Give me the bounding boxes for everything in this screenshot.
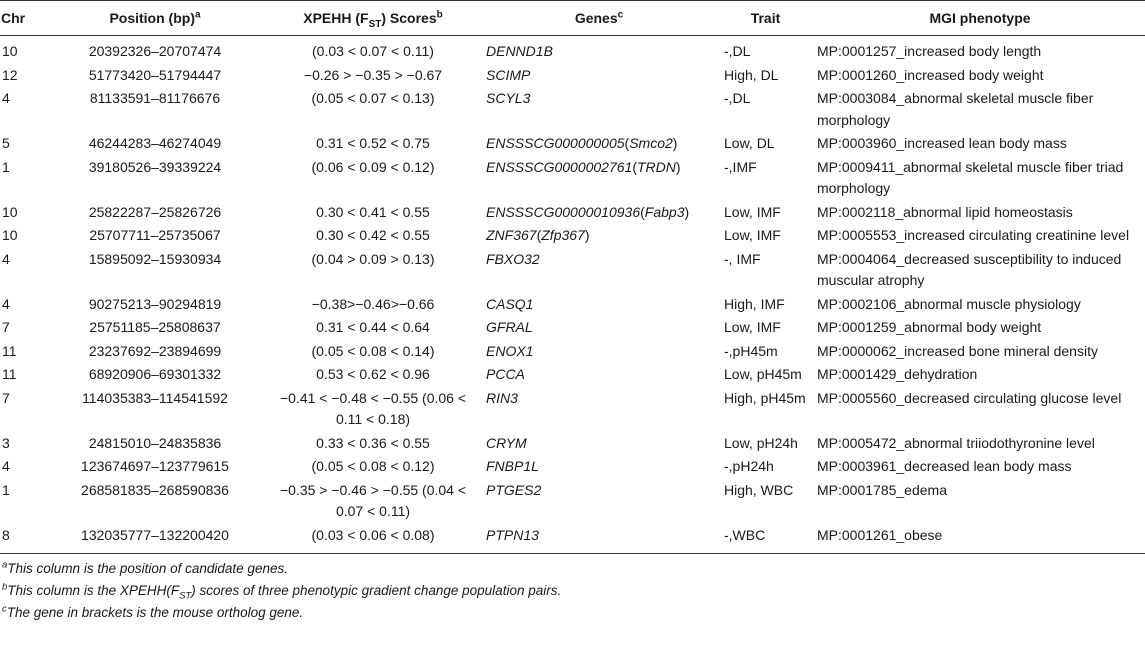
cell-chr: 4	[2, 90, 10, 106]
cell-scores: 0.31 < 0.52 < 0.75	[316, 135, 430, 151]
cell-scores: (0.05 < 0.08 < 0.12)	[311, 458, 435, 474]
cell-scores: 0.53 < 0.62 < 0.96	[316, 366, 430, 382]
footnote-a: $^a$This column is the position of candidate genes.	[2, 559, 288, 576]
cell-position: 39180526–39339224	[88, 158, 222, 175]
gene-name: ENSSSCG000000005	[486, 135, 625, 151]
cell-trait: -,pH24h	[724, 458, 774, 474]
cell-scores: (0.05 < 0.07 < 0.13)	[311, 90, 435, 106]
cell-mgi-phenotype: MP:0001260_increased body weight	[817, 66, 1044, 83]
gene-name: PTGES2	[486, 481, 542, 498]
header-position: Position (bp)$^a$	[46, 1, 264, 36]
cell-mgi-phenotype: MP:0003084_abnormal skeletal muscle fiber morphology	[817, 90, 1094, 128]
cell-chr: 11	[2, 366, 17, 382]
cell-position: 46244283–46274049	[88, 135, 222, 151]
cell-gene	[482, 479, 716, 524]
cell-mgi-phenotype: MP:0003961_decreased lean body mass	[817, 458, 1072, 474]
cell-scores: −0.38>−0.46>−0.66	[311, 295, 435, 312]
mouse-ortholog: Fabp3	[644, 203, 685, 220]
cell-position: 123674697–123779615	[81, 458, 229, 474]
cell-trait: Low, pH45m	[724, 366, 802, 382]
cell-position: 25822287–25826726	[88, 203, 222, 220]
cell-position: 132035777–132200420	[46, 524, 264, 554]
cell-mgi-phenotype: MP:0001785_edema	[817, 481, 947, 498]
cell-trait: -,DL	[724, 43, 751, 59]
cell-scores: 0.31 < 0.44 < 0.64	[316, 319, 430, 335]
gene-name: DENND1B	[486, 43, 553, 59]
cell-chr: 4	[2, 458, 10, 474]
header-genes: Genes$^c$	[482, 1, 716, 36]
cell-chr: 12	[2, 66, 18, 83]
table-header	[0, 1, 1145, 36]
mouse-ortholog: TRDN	[637, 158, 676, 175]
cell-mgi-phenotype: MP:0005553_increased circulating creatinine level	[817, 227, 1130, 243]
cell-scores: 0.33 < 0.36 < 0.55	[316, 434, 430, 451]
cell-mgi-phenotype: MP:0001259_abnormal body weight	[817, 319, 1042, 335]
table-row	[0, 132, 1145, 156]
cell-gene	[482, 387, 716, 432]
cell-scores: 0.30 < 0.42 < 0.55	[316, 227, 430, 243]
table-row	[0, 201, 1145, 225]
table-row	[0, 432, 1145, 456]
gene-name: CRYM	[486, 434, 527, 451]
cell-scores: (0.03 < 0.06 < 0.08)	[264, 524, 482, 554]
gene-name: ENSSSCG00000010936	[486, 203, 641, 220]
cell-mgi-phenotype: MP:0001257_increased body length	[817, 43, 1042, 59]
cell-trait: -,IMF	[724, 158, 757, 175]
cell-mgi-phenotype: MP:0005560_decreased circulating glucose level	[817, 389, 1122, 406]
cell-mgi-phenotype: MP:0002106_abnormal muscle physiology	[817, 295, 1081, 312]
cell-gene	[482, 87, 716, 132]
cell-position: 23237692–23894699	[88, 342, 222, 359]
footnote-c: $^c$The gene in brackets is the mouse ortholog gene.	[2, 603, 304, 620]
mouse-ortholog: Smco2	[629, 135, 673, 151]
cell-position: 51773420–51794447	[88, 66, 222, 83]
cell-trait: High, IMF	[724, 295, 785, 312]
cell-position: 90275213–90294819	[88, 295, 222, 312]
header-scores: XPEHH $(F_{ST})$ Scores$^b$	[264, 1, 482, 36]
cell-scores: −0.26 > −0.35 > −0.67	[303, 66, 443, 83]
cell-scores: (0.04 > 0.09 > 0.13)	[311, 250, 435, 267]
table-body	[0, 36, 1145, 554]
gene-name: ZNF367	[486, 227, 537, 243]
cell-position: 114035383–114541592	[82, 389, 228, 406]
cell-position: 268581835–268590836	[81, 481, 229, 498]
cell-chr: 5	[2, 135, 10, 151]
cell-position: 25751185–25808637	[89, 319, 221, 335]
gene-name: ENSSSCG0000002761	[486, 158, 633, 175]
gene-name: ENOX1	[486, 342, 534, 359]
cell-mgi-phenotype: MP:0001261_obese	[815, 524, 1145, 554]
cell-mgi-phenotype: MP:0001429_dehydration	[817, 366, 978, 382]
cell-trait: Low, IMF	[724, 203, 781, 220]
cell-mgi-phenotype: MP:0000062_increased bone mineral density	[817, 342, 1098, 359]
cell-scores: (0.03 < 0.07 < 0.11)	[312, 43, 434, 59]
cell-mgi-phenotype: MP:0004064_decreased susceptibility to induced muscular atrophy	[817, 250, 1122, 288]
table-row	[0, 363, 1145, 387]
gene-name: CASQ1	[486, 295, 534, 312]
cell-gene	[482, 524, 716, 554]
cell-gene: ZNF367(Zfp367)	[486, 227, 590, 243]
cell-position: 68920906–69301332	[88, 366, 222, 382]
cell-scores: 0.30 < 0.41 < 0.55	[316, 203, 430, 220]
cell-chr: 11	[2, 342, 17, 359]
cell-trait: -,WBC	[716, 524, 815, 554]
cell-gene: ENSSSCG000000005(Smco2)	[486, 135, 678, 151]
cell-gene	[482, 64, 716, 88]
cell-gene	[482, 293, 716, 317]
table-row	[0, 340, 1145, 364]
cell-gene	[482, 36, 716, 64]
gene-name: GFRAL	[486, 319, 533, 335]
cell-scores: −0.35 > −0.46 > −0.55 (0.04 < 0.07 < 0.11)	[279, 481, 467, 519]
cell-gene	[482, 363, 716, 387]
gene-name: SCYL3	[486, 90, 531, 106]
table-row	[0, 387, 1145, 432]
cell-gene: ENSSSCG0000002761(TRDN)	[486, 158, 681, 175]
cell-chr: 4	[2, 295, 10, 312]
cell-mgi-phenotype: MP:0002118_abnormal lipid homeostasis	[817, 203, 1073, 220]
cell-trait: -, IMF	[724, 250, 761, 267]
cell-chr: 10	[2, 227, 18, 243]
cell-chr: 8	[0, 524, 46, 554]
cell-gene	[482, 316, 716, 340]
table-row	[0, 316, 1145, 340]
cell-chr: 10	[2, 203, 18, 220]
cell-mgi-phenotype: MP:0009411_abnormal skeletal muscle fiber triad morphology	[817, 158, 1124, 196]
footnote-b: $^b$This column is the $XPEHH(F_{ST})$ scores of three phenotypic gradient change population pairs.	[2, 581, 562, 602]
cell-gene: ENSSSCG00000010936(Fabp3)	[486, 203, 690, 220]
cell-chr: 7	[2, 389, 10, 406]
mouse-ortholog: Zfp367	[541, 227, 585, 243]
cell-chr: 10	[2, 43, 18, 59]
header-trait: Trait	[716, 1, 815, 36]
gene-name: SCIMP	[486, 66, 531, 83]
cell-chr: 1	[2, 481, 10, 498]
cell-chr: 7	[2, 319, 10, 335]
table-row	[0, 156, 1145, 201]
cell-scores: (0.05 < 0.08 < 0.14)	[311, 342, 435, 359]
cell-trait: Low, IMF	[724, 227, 781, 243]
cell-gene	[482, 455, 716, 479]
cell-trait: High, WBC	[724, 481, 794, 498]
cell-trait: High, DL	[724, 66, 779, 83]
gene-name: FNBP1L	[486, 458, 539, 474]
cell-trait: Low, IMF	[724, 319, 781, 335]
table-row	[0, 248, 1145, 293]
cell-scores: −0.41 < −0.48 < −0.55 (0.06 < 0.11 < 0.18)	[279, 389, 467, 427]
header-chr: Chr	[0, 1, 46, 36]
cell-mgi-phenotype: MP:0005472_abnormal triiodothyronine level	[817, 434, 1095, 451]
table-row	[0, 455, 1145, 479]
gene-name: RIN3	[486, 389, 518, 406]
cell-position: 24815010–24835836	[88, 434, 222, 451]
table-row	[0, 64, 1145, 88]
table-row	[0, 36, 1145, 64]
cell-gene	[482, 340, 716, 364]
cell-position: 81133591–81176676	[89, 90, 221, 106]
cell-gene	[482, 432, 716, 456]
header-mgi-phenotype: MGI phenotype	[815, 1, 1145, 36]
table-row	[0, 293, 1145, 317]
cell-position: 20392326–20707474	[88, 43, 222, 59]
table-row	[0, 479, 1145, 524]
table-row	[0, 87, 1145, 132]
cell-trait: Low, DL	[724, 135, 775, 151]
cell-mgi-phenotype: MP:0003960_increased lean body mass	[817, 135, 1067, 151]
cell-position: 25707711–25735067	[89, 227, 221, 243]
gene-name: PTPN13	[486, 526, 539, 543]
table-footnotes	[0, 558, 1145, 624]
cell-chr: 3	[2, 434, 10, 451]
cell-position: 15895092–15930934	[88, 250, 222, 267]
cell-scores: (0.06 < 0.09 < 0.12)	[311, 158, 435, 175]
table-row	[0, 524, 1145, 554]
gene-name: PCCA	[486, 366, 525, 382]
cell-trait: Low, pH24h	[724, 434, 798, 451]
cell-trait: -,DL	[724, 90, 751, 106]
cell-gene	[482, 248, 716, 293]
table-row	[0, 224, 1145, 248]
cell-chr: 1	[2, 158, 10, 175]
cell-chr: 4	[2, 250, 10, 267]
cell-trait: High, pH45m	[724, 389, 806, 406]
gene-name: FBXO32	[486, 250, 540, 267]
cell-trait: -,pH45m	[724, 342, 778, 359]
